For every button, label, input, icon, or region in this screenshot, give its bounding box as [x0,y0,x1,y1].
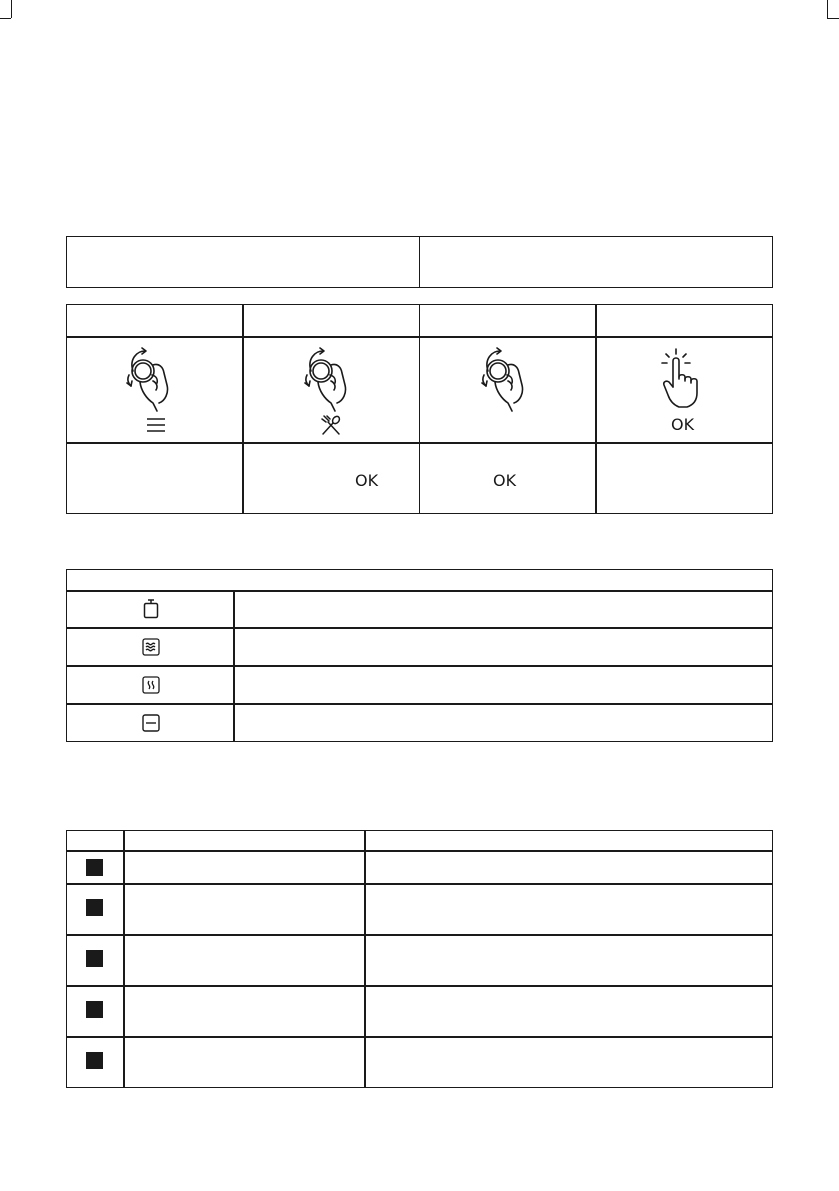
menu-icon [146,417,166,433]
numbered-desc-cell [364,934,773,987]
ok-symbol: OK [671,415,695,434]
symbol-table-header [66,569,773,592]
rotate-knob-icon [297,345,367,415]
symbol-desc-cell [233,665,773,705]
numbered-marker-cell [66,934,125,987]
step-desc-cell [242,442,420,514]
step-icon-cell [595,336,773,444]
black-square-icon [86,1001,103,1018]
numbered-header-cell [364,830,773,852]
step-header-cell [242,304,420,338]
step-desc-cell [595,442,773,514]
timer-icon [143,599,159,619]
numbered-desc-cell [364,985,773,1038]
numbered-marker-cell [66,985,125,1038]
step-desc-cell [66,442,244,514]
rotate-knob-icon [119,345,189,415]
numbered-marker-cell [66,850,125,885]
numbered-marker-cell [66,883,125,936]
steam-icon [142,676,160,694]
step-icon-cell [66,336,244,444]
symbol-desc-cell [233,590,773,629]
black-square-icon [86,950,103,967]
numbered-desc-cell [364,850,773,885]
crop-mark [827,0,828,18]
numbered-name-cell [123,985,366,1038]
header-cell-right [419,236,773,288]
rotate-knob-icon [474,345,544,415]
step-icon-cell [419,336,597,444]
crop-mark [11,0,12,18]
black-square-icon [86,1052,103,1069]
minus-box-icon [142,714,160,732]
step-icon-cell [242,336,420,444]
step-header-cell [66,304,244,338]
step-desc-cell [419,442,597,514]
symbol-icon-cell [66,703,235,742]
crop-mark [0,18,11,19]
numbered-header-cell [123,830,366,852]
heat-waves-icon [142,638,160,656]
press-knob-icon [660,347,710,413]
step-header-cell [595,304,773,338]
header-cell-left [66,236,420,288]
numbered-desc-cell [364,883,773,936]
numbered-name-cell [123,1036,366,1088]
numbered-name-cell [123,883,366,936]
black-square-icon [86,859,103,876]
symbol-desc-cell [233,627,773,667]
crop-mark [827,18,839,19]
numbered-name-cell [123,850,366,885]
black-square-icon [86,899,103,916]
numbered-name-cell [123,934,366,987]
numbered-desc-cell [364,1036,773,1088]
cutlery-icon [320,415,342,435]
numbered-header-cell [66,830,125,852]
numbered-marker-cell [66,1036,125,1088]
symbol-icon-cell [66,665,235,705]
step-header-cell [419,304,597,338]
symbol-desc-cell [233,703,773,742]
ok-label: OK [493,471,517,490]
symbol-icon-cell [66,590,235,629]
symbol-icon-cell [66,627,235,667]
ok-label: OK [355,471,379,490]
